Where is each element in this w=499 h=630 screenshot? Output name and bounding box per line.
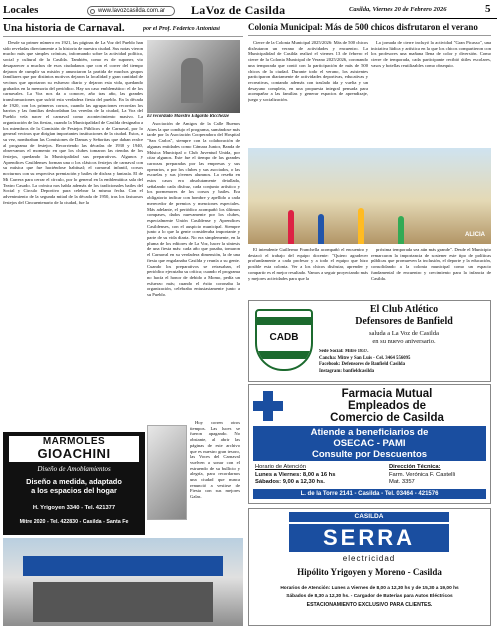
- cadb-title2: Defensores de Banfield: [355, 316, 453, 327]
- page-header: [3, 3, 497, 19]
- page-number: 5: [485, 3, 491, 15]
- article1-byline: por el Prof. Federico Antoniasi: [143, 26, 220, 32]
- article2-col1: Cierre de la Colonia Municipal 2025/2026: Más de 500 chicos disfrutaron un verano de actividades y encuentro. La Municipalidad de Casilda realizó el viernes 13 de febrero el cierre de la Colonia Municipal de Verano 2025/2026, coronando una temporada que contó con la participación de más de 500 chicos de la ciudad. Durante todo el verano, los asistentes participaron diariamente de actividades deportivas, educativas y recreativas, contando además con traslado ida y vuelta y un desayuno completo, en una propuesta integral pensada para acompañar a las familias y generar espacios de aprendizaje, juego y socialización.: [248, 40, 368, 103]
- cadb-title: [319, 304, 489, 328]
- marmoles-ad: [3, 432, 145, 535]
- serra-brand: SERRA: [289, 524, 449, 552]
- serra-top: CASILDA: [289, 512, 449, 522]
- article1-title: Una historia de Carnaval.: [3, 22, 125, 34]
- website-link[interactable]: [87, 6, 175, 16]
- person-shape: [358, 208, 364, 244]
- cadb-ad: [248, 300, 491, 382]
- portrait-figure: [181, 58, 203, 103]
- store-front: [33, 582, 213, 622]
- carnival-photo: [147, 425, 187, 520]
- cadb-msg2: en su nuevo aniversario.: [372, 338, 436, 345]
- farmacia-ad: [248, 384, 491, 504]
- serra-sub: electricidad: [342, 554, 396, 563]
- farmacia-tech: Dirección Técnica: Farm. Verónica F. Castelli Mat. 3357: [389, 464, 456, 485]
- cadb-logo-text: CADB: [269, 332, 299, 343]
- article2-heading: [248, 22, 491, 36]
- cadb-msg1: saluda a La Voz de Casilda: [369, 330, 439, 337]
- issue-date: Casilda, Viernes 20 de Febrero 2026: [349, 6, 447, 13]
- article2-col2: La jornada de cierre incluyó la actividad "Gran Picasso", una iniciativa lúdica y artística en la que los chicos compartieron con los profesores una mañana llena de color y diversión. Como cierre de temporada, cada participante recibió útiles escolares, vasos y botellas reutilizables como obsequio.: [371, 40, 491, 68]
- cadb-message: [319, 330, 489, 346]
- article1-col2: Asociación de Amigos de la Calle Buenos Aires la que condujo el programa, sumándose más tarde por la Asociación Cooperadora del Hospital "San Carlos", siempre con la colaboración de algunas entidades como Cámara Junior, Banda de Música Municipal o Club Juventud Unida, por citar algunos. Este fue el tiempo de las grandes carrozas preparadas por las empresas y sus operarios, o por los clubes y sus asociados, o las escuelas y sus jóvenes alumnos. La reseña en estos casos era absolutamente detallada, señalando cada disfraz, cada conjunto artístico y los pormenores de los corsos y bailes. Era obligatorio indicar con hombre y apellido a cada merecedor de premios y menciones especiales. Más adelante, el periódico acompañó los últimos compases, dados nuevamente por los clubes, especialmente Unión Casildense y Aprendices Casildenses, con el auspicio municipal. Siempre junto a lo que la gente consideraba importante y parte de su vida diaria. No era simplemente, en la pluma de los editores de La Voz, hacer la síntesis de una fiesta más: cada año que pasaba, tomaron el Carnaval en su verdadera dimensión, la de una fiesta que engalanaba Casilda y reunía a su gente. Cuando los preparativos se retrasaban, el periódico ejecutaba su crítica; cuando el programa no hacía el honor de debido a Momo, pedía un esfuerzo más; cuando el éxito coronaba la organización, celebraba entusiastamente junto a su Pueblo.: [147, 121, 240, 298]
- store-photo: [3, 538, 243, 626]
- person-shape: [288, 210, 294, 244]
- person-shape: [318, 214, 324, 244]
- website-text: www.lavozcasilda.com.ar: [98, 8, 166, 14]
- marmoles-address: H. Yrigoyen 3340 - Tel. 421377: [32, 505, 116, 511]
- article1-col2b: Hoy corren otros tiempos. Las luces se fueron apagando. No obstante, al abrir las páginas de este archivo que es nuestro gran tesoro, las Voces del Carnaval vuelven a sonar con el estruendo de su bullicio y alegría, para recordarnos una ciudad que nunca renunció a vestirse de Fiesta con sus mejores Galas.: [190, 420, 240, 500]
- medical-cross-icon: [253, 391, 283, 421]
- article2-low2: próxima temporada sea aún más grande". Desde el Municipio remarcaron la importancia de sostener este tipo de políticas públicas que promueven la inclusión, el deporte y la educación, consolidando a la colonia municipal como un espacio fundamental de encuentro y crecimiento para la infancia de Casilda.: [371, 247, 491, 281]
- marmoles-brand: [9, 436, 139, 462]
- marmoles-brand2: GIOACHINI: [37, 446, 111, 461]
- person-shape: [398, 216, 404, 244]
- serra-hours: Horarios de Atención: Lunes a Viernes de 8,00 a 12,30 hs y de 15,30 a 19,00 hs Sábados de 8,30 a 12,30 hs. - Cargador de Baterías para Autos Eléctricos ESTACIONAMIENTO EXCLUSIVO PARA CLIENTES.: [280, 586, 459, 608]
- article1-photo: [147, 40, 240, 113]
- marmoles-lines: Diseño a medida, adaptado a los espacios del hogar: [26, 477, 122, 495]
- article1-col1: Desde su primer número en 1921, las páginas de La Voz del Pueblo han sido reveladas directamente a la historia de nuestra ciudad. Sus notas vieron mucho más que simples crónicas, informando sobre la actividad política, social y cultural de la Casilda. También, como es de suponer, vio desaparecer a muchos de esos ciudadanos que con el correr del tiempo dejaron de cumplir su misión y anunciaron la partida de muchos grupos familiares que por distintos motivos dejaron la localidad y gran cantidad de vecinos que aportaron su esfuerzo diario y dejaron esta vida, quedando grabados en la memoria del periódico. Hay un caso emblemático: el de los carnavales. La Voz nos da a conocer, año tras año, las grandes transformaciones que sufrió esta verdadera fiesta del pueblo. En la década de 1920, con los primeros corsos, cuando las agrupaciones recorrían los barrios y las familias desbordaban las veredas de la ciudad, La Voz del Pueblo veía nacer el carnaval como acontecimiento masivo. La organización de las fiestas, cuando la Municipalidad de Casilda designaba a los miembros de la Comisión de Festejos Públicos o de Carnaval, por lo general vecinos que dirigían importantes instituciones de la ciudad. Estos, a su vez, nombraban las Comisiones de Damas y Señoritas que daban realce al programa de festejos. Recorriendo las décadas de 1930 y 1940, observamos el momento en que los clubes tomaron las riendas de los festejos, quedando la Municipalidad sus preparativos. Algunos y Aprendices Casildenses forman una o los clásicos festejos de carnaval con su música que fue haciéndose habitual; el carnaval infantil, corsos nocturnos con su respectiva premiación y bailes de disfraz y fantasía. El de Mi Carrera para cerrar el círculo, por lo general en la emblemática sala del Teatro Casado. La crónica nos habla además de los tradicionales bailes del Social y Circulo Deportivo para celebrar la misma fecha. Con el advenimiento de la segunda mitad de la década de 1950, tras los fastuosos festejos del Cincuentenario de la ciudad, fue la: [3, 40, 143, 205]
- serra-ad: [248, 508, 491, 626]
- article1-caption: El recordado Maestro Edgardo Ricchezze: [147, 114, 230, 119]
- section-title: Locales: [3, 4, 39, 16]
- marmoles-brand1: MARMOLES: [42, 436, 106, 447]
- farmacia-title: Farmacia Mutual Empleados de Comercio de Casilda: [330, 388, 444, 424]
- cadb-info: Sede Social: Mitre 1837. Cancha: Mitre y San Luis - Cel. 3464 556095 Facebook: Defensores de Banfield Casilda Instagram: banfieldcasilda: [319, 349, 411, 374]
- serra-address: Hipólito Yrigoyen y Moreno - Casilda: [297, 567, 442, 577]
- cadb-shield-icon: [255, 309, 313, 371]
- article2-low1: El intendente Guillermo Franchella acompañó el encuentro y destacó el trabajo del equipo docente: "Quiero agradecer profundamente a cada profesor y a todo el equipo que hizo posible esta colonia. Ver a los chicos disfrutar, aprender y compartir es el mejor resultado. Vamos a seguir proyectando más y mejores actividades para que la: [248, 247, 368, 281]
- marmoles-tagline: Diseño de Amoblamientos: [37, 465, 111, 473]
- article2-photo: [248, 148, 491, 244]
- article2-title: Colonia Municipal: Más de 500 chicos disfrutaron el verano: [248, 22, 478, 32]
- cadb-title1: El Club Atlético: [369, 304, 439, 315]
- globe-icon: [90, 9, 95, 14]
- farmacia-banner: Atiende a beneficiarios de OSECAC - PAMI Consulte por Descuentos: [253, 426, 486, 461]
- marmoles-address2: Mitre 2020 - Tel. 422830 - Casilda - Santa Fe: [19, 519, 129, 525]
- farmacia-address: L. de la Torre 2141 - Casilda - Tel. 03464 - 421576: [253, 489, 486, 499]
- farmacia-hours: Horario de Atención Lunes a Viernes: 8,00 a 16 hs Sábados: 9,00 a 12,30 hs.: [255, 464, 336, 485]
- photo-watermark: ALICIA: [465, 232, 485, 238]
- masthead-logo: LaVoz de Casilda: [191, 3, 286, 17]
- store-sign: [23, 556, 223, 576]
- article1-heading: [3, 21, 243, 37]
